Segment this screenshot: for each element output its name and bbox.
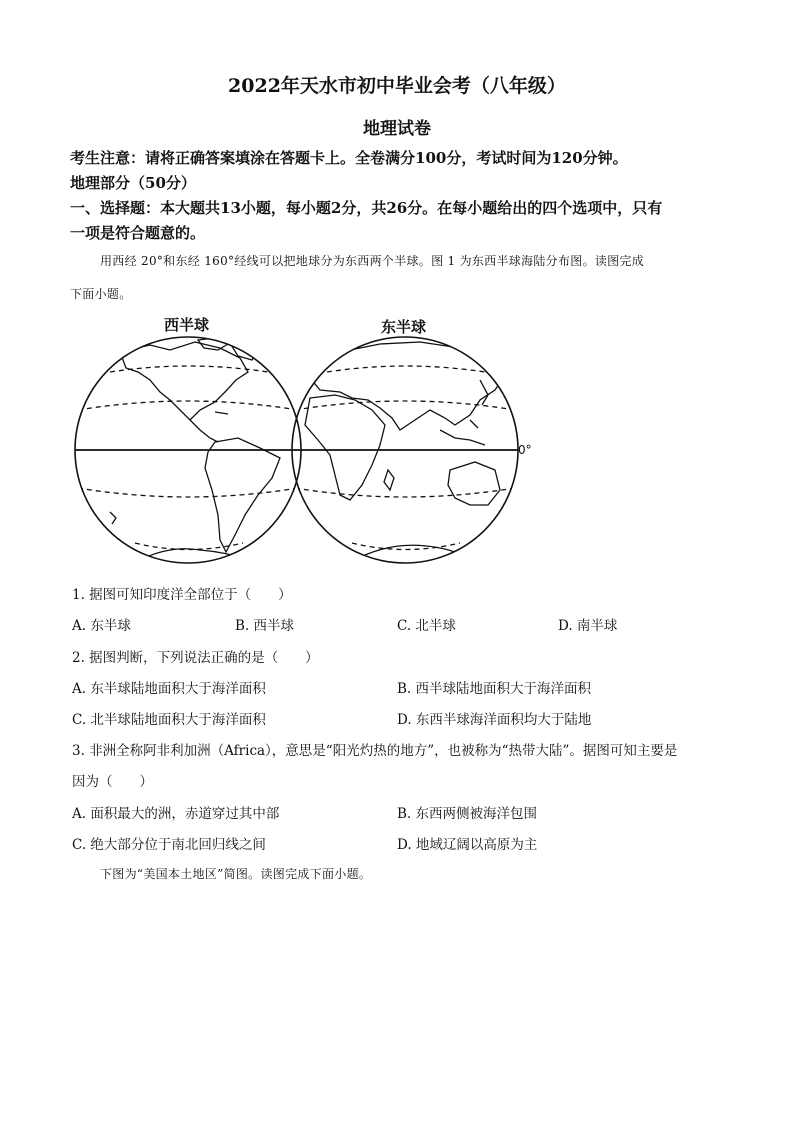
question-1-option-d: D. 南半球 [558, 618, 618, 634]
instructions-line1: 一、选择题：本大题共13小题，每小题2分，共26分。在每小题给出的四个选项中，只有 [70, 199, 663, 217]
equator-label: 0° [518, 443, 532, 457]
question-3-option-c: C. 绝大部分位于南北回归线之间 [72, 837, 266, 853]
west-hemisphere-label: 西半球 [164, 316, 210, 334]
question-1-option-a: A. 东半球 [72, 618, 131, 634]
question-1-option-b: B. 西半球 [235, 618, 295, 634]
question-3-option-d: D. 地域辽阔以高原为主 [397, 837, 538, 853]
intro1-line1: 用西经 20°和东经 160°经线可以把地球分为东西两个半球。图 1 为东西半球海陆分布图。读图完成 [100, 254, 645, 268]
question-2-stem: 2. 据图判断，下列说法正确的是（ ） [72, 650, 319, 666]
question-3-option-a: A. 面积最大的洲，赤道穿过其中部 [72, 806, 280, 822]
question-2-option-c: C. 北半球陆地面积大于海洋面积 [72, 712, 266, 728]
intro2: 下图为“美国本土地区”简图。读图完成下面小题。 [100, 867, 372, 881]
question-2-option-b: B. 西半球陆地面积大于海洋面积 [397, 681, 592, 697]
page-title: 2022年天水市初中毕业会考（八年级） [228, 75, 566, 97]
question-1-option-c: C. 北半球 [397, 618, 456, 634]
question-3-option-b: B. 东西两侧被海洋包围 [397, 806, 538, 822]
east-hemisphere-label: 东半球 [381, 318, 427, 336]
question-1-stem: 1. 据图可知印度洋全部位于（ ） [72, 587, 292, 603]
question-2-option-a: A. 东半球陆地面积大于海洋面积 [72, 681, 266, 697]
intro1-line2: 下面小题。 [70, 287, 132, 301]
section-heading: 地理部分（50分） [70, 174, 196, 192]
page-subtitle: 地理试卷 [363, 119, 431, 139]
question-3-stem-line1: 3. 非洲全称阿非利加洲（Africa），意思是“阳光灼热的地方”，也被称为“热带大陆”。据图可知主要是 [72, 743, 678, 759]
question-2-option-d: D. 东西半球海洋面积均大于陆地 [397, 712, 592, 728]
notice: 考生注意：请将正确答案填涂在答题卡上。全卷满分100分，考试时间为120分钟。 [70, 149, 628, 167]
question-3-stem-line2: 因为（ ） [72, 774, 153, 790]
instructions-line2: 一项是符合题意的。 [70, 224, 206, 242]
